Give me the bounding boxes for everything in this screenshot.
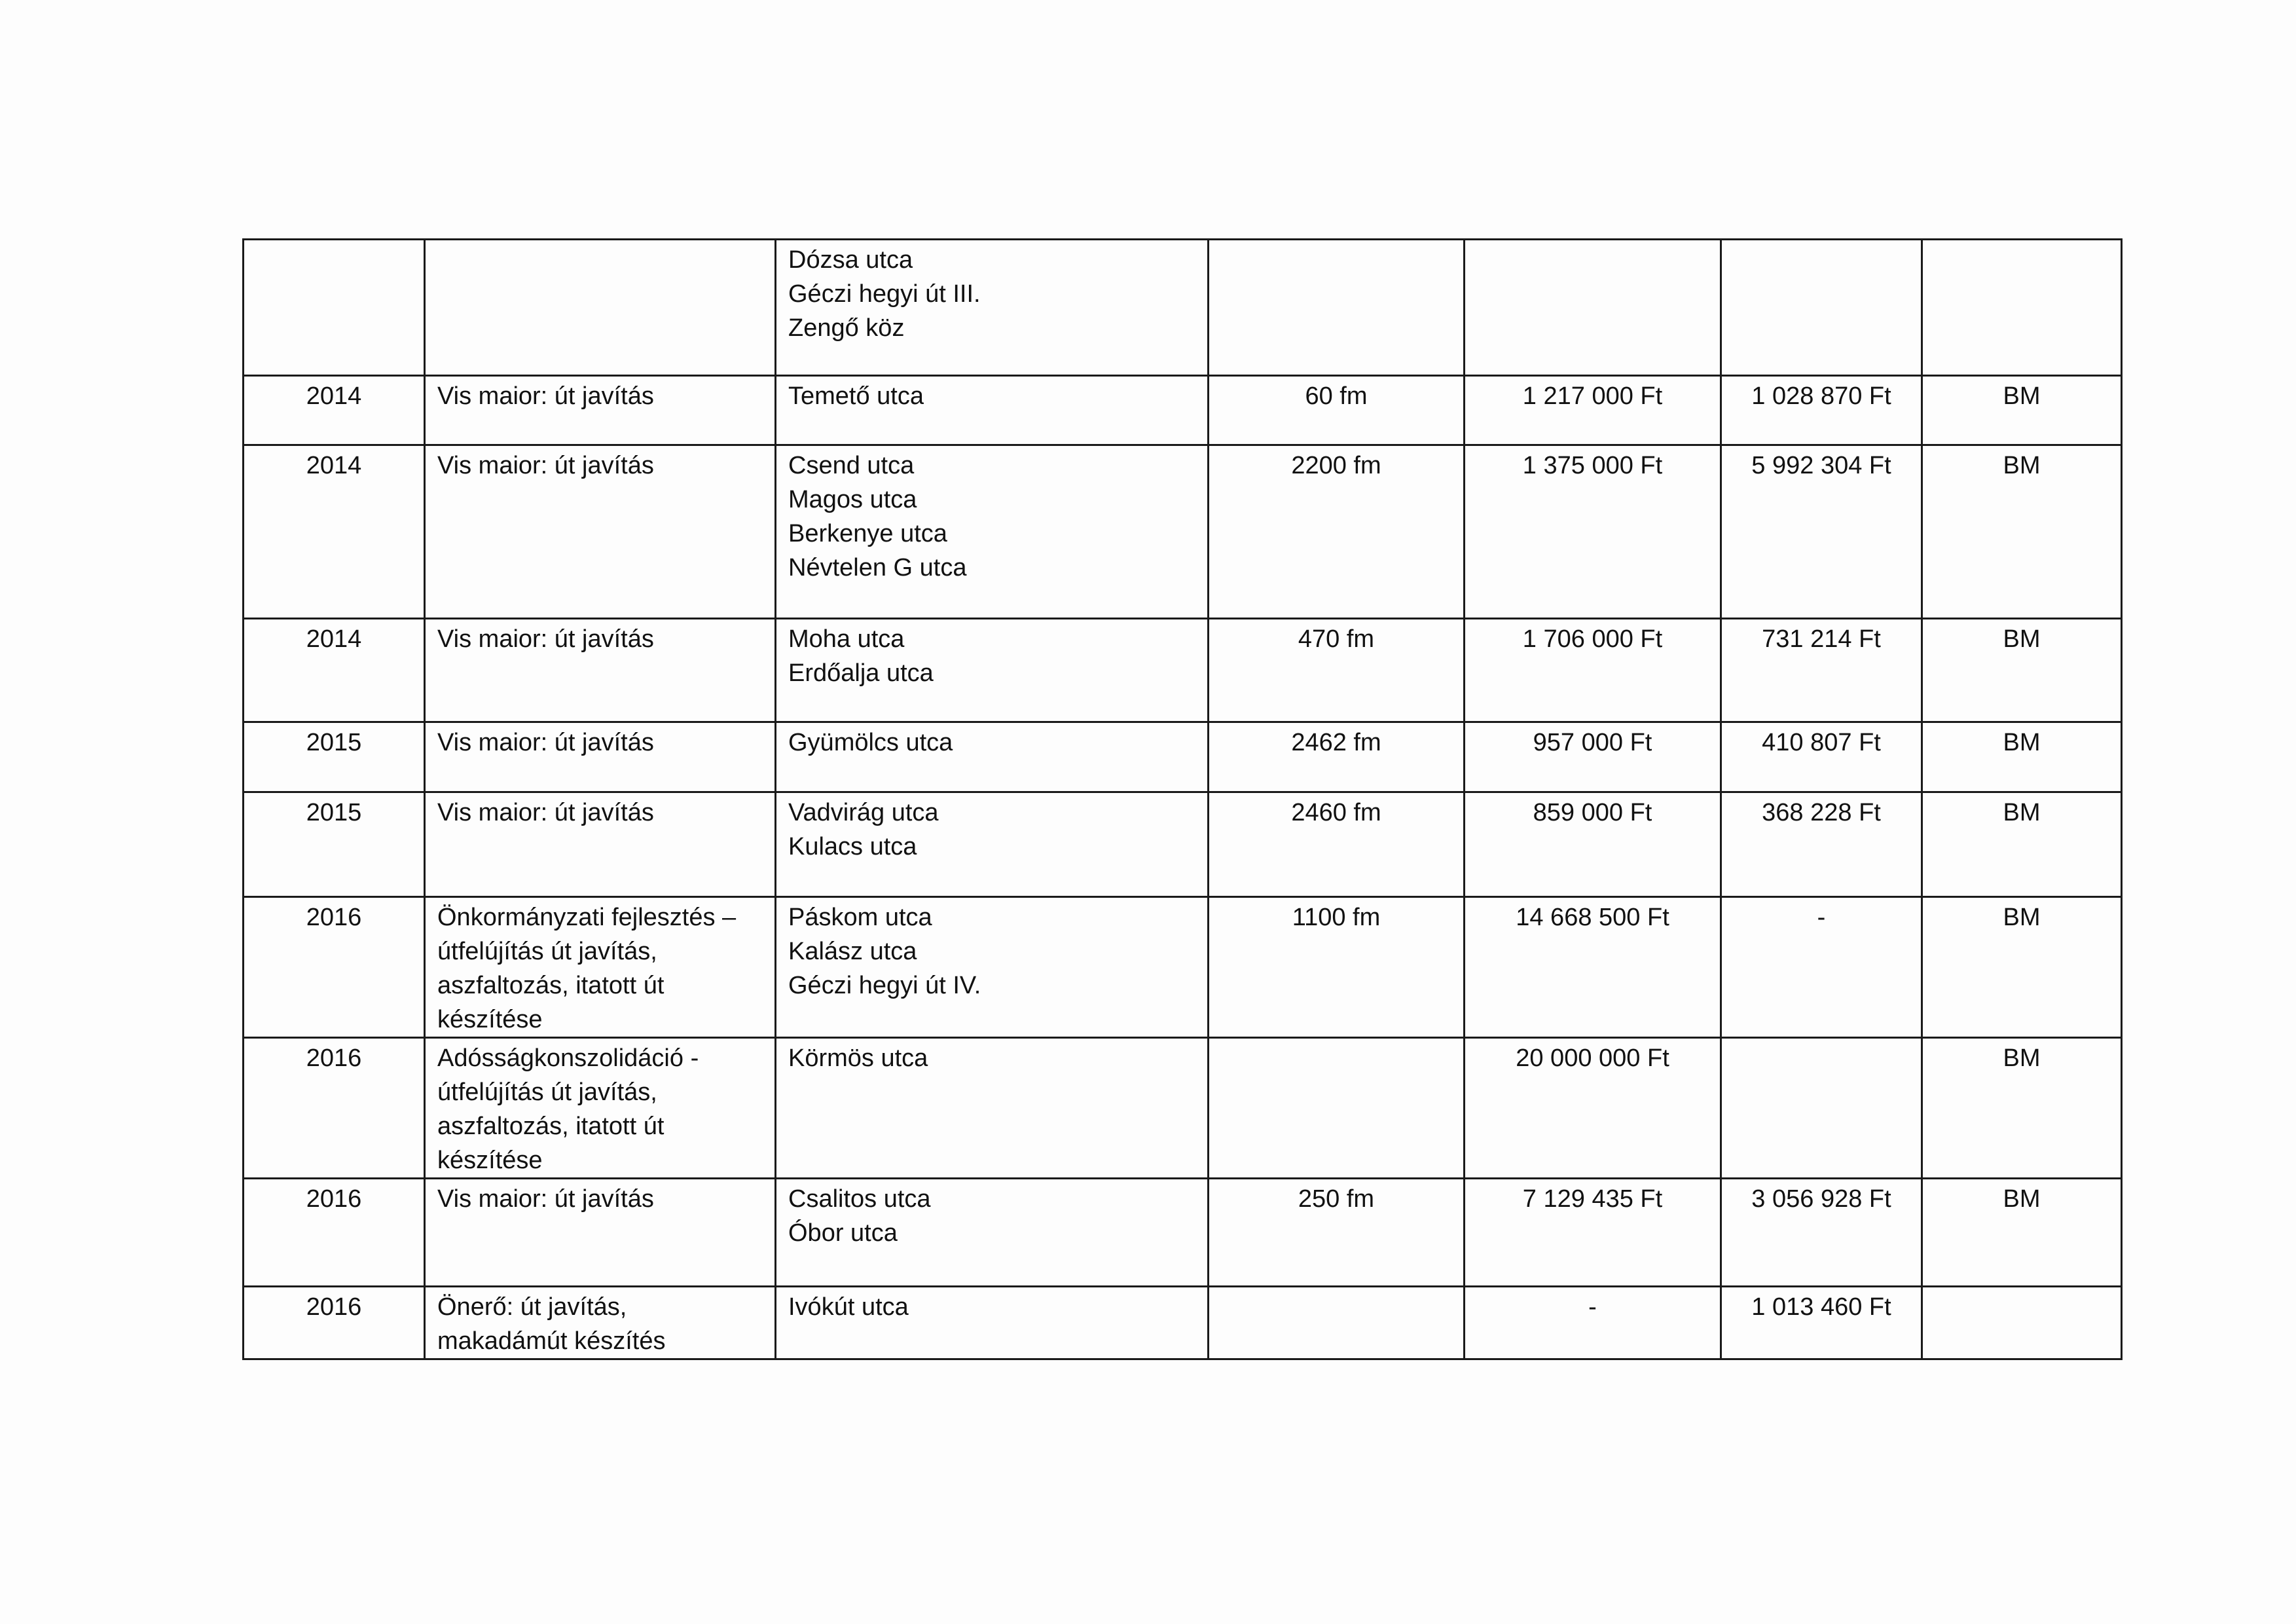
table-row	[244, 792, 2122, 897]
year-cell: 2016	[244, 1179, 425, 1287]
source-cell: BM	[1922, 619, 2122, 722]
streets-cell	[776, 792, 1209, 897]
description-line: Vis maior: út javítás	[437, 729, 654, 756]
description-cell	[425, 376, 776, 445]
length-cell: 1100 fm	[1209, 897, 1465, 1038]
streets-cell	[776, 1287, 1209, 1359]
year-cell: 2014	[244, 445, 425, 619]
source-cell: BM	[1922, 792, 2122, 897]
description-cell	[425, 619, 776, 722]
description-line: Vis maior: út javítás	[437, 799, 654, 826]
description-line: makadámút készítés	[437, 1327, 666, 1355]
streets-cell	[776, 722, 1209, 792]
length-cell: 2460 fm	[1209, 792, 1465, 897]
cost-cell: 1 375 000 Ft	[1465, 445, 1721, 619]
support-cell: 5 992 304 Ft	[1721, 445, 1922, 619]
year-cell: 2014	[244, 619, 425, 722]
table-row	[244, 1179, 2122, 1287]
year-cell: 2016	[244, 897, 425, 1038]
road-works-table	[242, 238, 2123, 1360]
streets-cell	[776, 376, 1209, 445]
cost-cell: 20 000 000 Ft	[1465, 1038, 1721, 1179]
description-cell	[425, 792, 776, 897]
support-cell: 1 028 870 Ft	[1721, 376, 1922, 445]
cost-cell: 1 706 000 Ft	[1465, 619, 1721, 722]
description-line: aszfaltozás, itatott út	[437, 1113, 665, 1140]
description-line: Adósságkonszolidáció -	[437, 1044, 699, 1072]
street-name: Zengő köz	[788, 314, 905, 342]
street-name: Dózsa utca	[788, 246, 913, 274]
description-line: Önkormányzati fejlesztés –	[437, 904, 737, 931]
street-name: Temető utca	[788, 382, 924, 410]
description-line: készítése	[437, 1147, 543, 1174]
streets-cell	[776, 240, 1209, 376]
description-cell	[425, 1287, 776, 1359]
street-name: Magos utca	[788, 486, 917, 513]
length-cell	[1209, 240, 1465, 376]
table-row	[244, 445, 2122, 619]
support-cell: 410 807 Ft	[1721, 722, 1922, 792]
streets-cell	[776, 619, 1209, 722]
description-line: útfelújítás út javítás,	[437, 938, 657, 965]
street-name: Kalász utca	[788, 938, 917, 965]
description-cell	[425, 722, 776, 792]
table-row	[244, 1038, 2122, 1179]
street-name: Óbor utca	[788, 1219, 898, 1247]
street-name: Csend utca	[788, 452, 915, 479]
length-cell: 470 fm	[1209, 619, 1465, 722]
cost-cell: 859 000 Ft	[1465, 792, 1721, 897]
description-line: Vis maior: út javítás	[437, 452, 654, 479]
support-cell: -	[1721, 897, 1922, 1038]
street-name: Csalitos utca	[788, 1185, 931, 1213]
street-name: Géczi hegyi út III.	[788, 280, 981, 308]
description-cell	[425, 240, 776, 376]
source-cell: BM	[1922, 1038, 2122, 1179]
cost-cell	[1465, 240, 1721, 376]
year-cell: 2015	[244, 722, 425, 792]
description-cell	[425, 1038, 776, 1179]
source-cell: BM	[1922, 897, 2122, 1038]
cost-cell: 1 217 000 Ft	[1465, 376, 1721, 445]
year-cell	[244, 240, 425, 376]
source-cell	[1922, 1287, 2122, 1359]
cost-cell: 957 000 Ft	[1465, 722, 1721, 792]
source-cell	[1922, 240, 2122, 376]
streets-cell	[776, 445, 1209, 619]
support-cell: 368 228 Ft	[1721, 792, 1922, 897]
year-cell: 2014	[244, 376, 425, 445]
cost-cell: 14 668 500 Ft	[1465, 897, 1721, 1038]
streets-cell	[776, 1179, 1209, 1287]
support-cell: 731 214 Ft	[1721, 619, 1922, 722]
length-cell: 60 fm	[1209, 376, 1465, 445]
support-cell: 3 056 928 Ft	[1721, 1179, 1922, 1287]
street-name: Moha utca	[788, 625, 905, 653]
source-cell: BM	[1922, 722, 2122, 792]
length-cell: 250 fm	[1209, 1179, 1465, 1287]
street-name: Páskom utca	[788, 904, 932, 931]
street-name: Vadvirág utca	[788, 799, 939, 826]
street-name: Ivókút utca	[788, 1293, 909, 1321]
table-row	[244, 722, 2122, 792]
street-name: Erdőalja utca	[788, 659, 934, 687]
street-name: Körmös utca	[788, 1044, 928, 1072]
source-cell: BM	[1922, 1179, 2122, 1287]
cost-cell: -	[1465, 1287, 1721, 1359]
description-line: Vis maior: út javítás	[437, 625, 654, 653]
year-cell: 2015	[244, 792, 425, 897]
support-cell	[1721, 240, 1922, 376]
cost-cell: 7 129 435 Ft	[1465, 1179, 1721, 1287]
description-line: Vis maior: út javítás	[437, 382, 654, 410]
description-line: útfelújítás út javítás,	[437, 1079, 657, 1106]
street-name: Névtelen G utca	[788, 554, 967, 581]
street-name: Kulacs utca	[788, 833, 917, 860]
description-cell	[425, 897, 776, 1038]
description-line: készítése	[437, 1006, 543, 1033]
table-row	[244, 1287, 2122, 1359]
source-cell: BM	[1922, 445, 2122, 619]
year-cell: 2016	[244, 1038, 425, 1179]
length-cell	[1209, 1038, 1465, 1179]
table-row	[244, 619, 2122, 722]
street-name: Géczi hegyi út IV.	[788, 972, 981, 999]
description-line: Önerő: út javítás,	[437, 1293, 627, 1321]
streets-cell	[776, 1038, 1209, 1179]
support-cell: 1 013 460 Ft	[1721, 1287, 1922, 1359]
table-body	[244, 240, 2122, 1359]
length-cell: 2200 fm	[1209, 445, 1465, 619]
support-cell	[1721, 1038, 1922, 1179]
length-cell: 2462 fm	[1209, 722, 1465, 792]
street-name: Berkenye utca	[788, 520, 947, 547]
source-cell: BM	[1922, 376, 2122, 445]
description-cell	[425, 1179, 776, 1287]
description-line: Vis maior: út javítás	[437, 1185, 654, 1213]
streets-cell	[776, 897, 1209, 1038]
table-row	[244, 240, 2122, 376]
description-cell	[425, 445, 776, 619]
length-cell	[1209, 1287, 1465, 1359]
year-cell: 2016	[244, 1287, 425, 1359]
table-row	[244, 897, 2122, 1038]
table-row	[244, 376, 2122, 445]
description-line: aszfaltozás, itatott út	[437, 972, 665, 999]
street-name: Gyümölcs utca	[788, 729, 953, 756]
